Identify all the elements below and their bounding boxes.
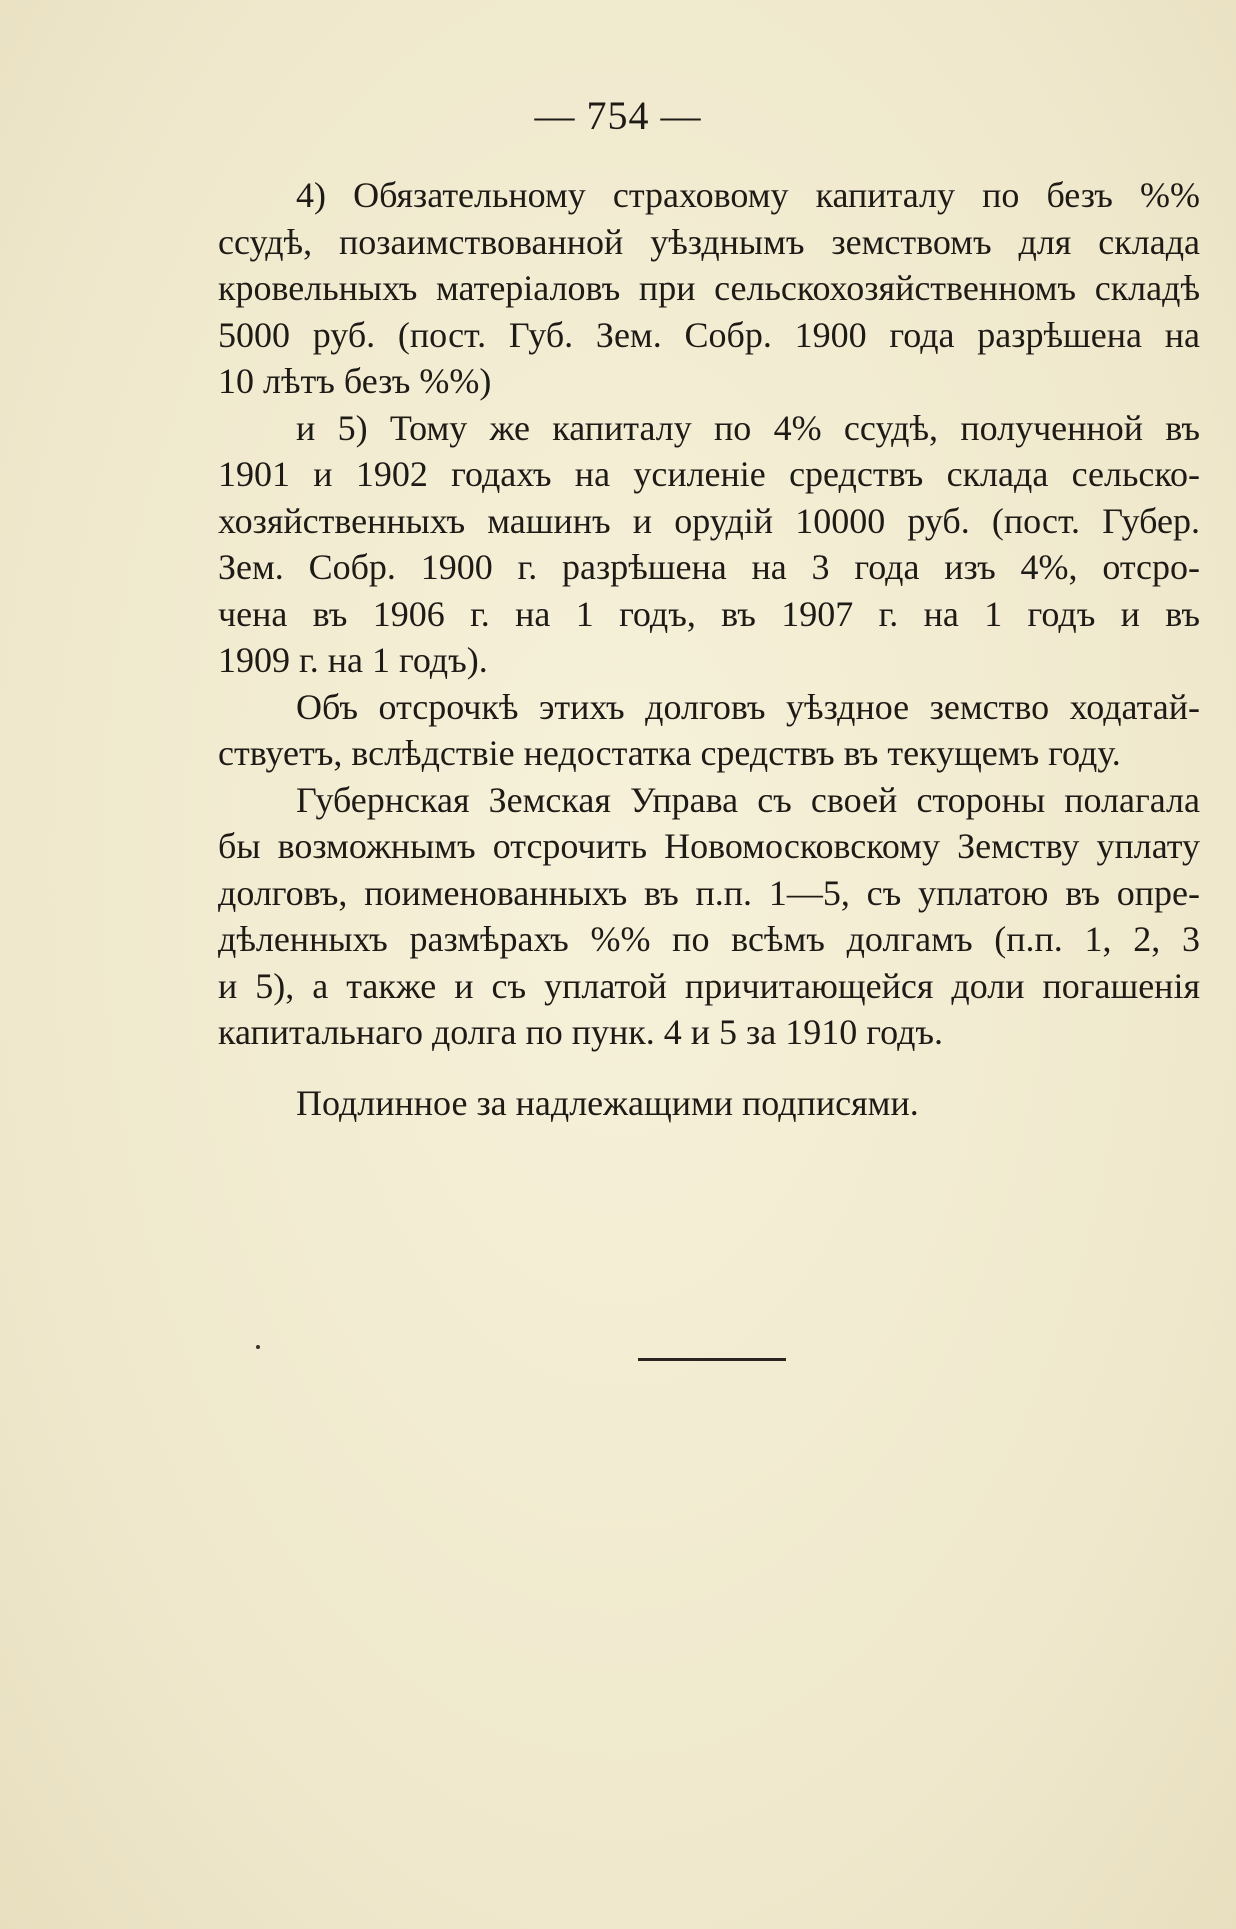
ink-speck <box>256 1345 260 1349</box>
text-line: Губернская Земская Управа съ своей стороны полагала <box>296 779 1200 820</box>
body-text <box>218 172 1200 1056</box>
text-line: 5000 руб. (пост. Губ. Зем. Собр. 1900 года разрѣшена на <box>218 314 1200 355</box>
text-line: 1909 г. на 1 годъ). <box>218 640 488 680</box>
page-number: — 754 — <box>534 93 702 138</box>
text-line: долговъ, поименованныхъ въ п.п. 1—5, съ уплатою въ опре- <box>218 872 1200 913</box>
text-line: и 5), а также и съ уплатой причитающейся доли погашенія <box>218 965 1200 1006</box>
end-rule <box>638 1358 786 1361</box>
closing-note: Подлинное за надлежащими подписями. <box>296 1083 919 1123</box>
text-line: кровельныхъ матеріаловъ при сельскохозяйственномъ складѣ <box>218 268 1200 308</box>
text-line: дѣленныхъ размѣрахъ %% по всѣмъ долгамъ (п.п. 1, 2, 3 <box>218 919 1200 959</box>
text-line: 4) Обязательному страховому капиталу по безъ %% <box>296 175 1200 215</box>
text-line: Объ отсрочкѣ этихъ долговъ уѣздное земство ходатай- <box>296 686 1200 727</box>
text-line: ствуетъ, вслѣдствіе недостатка средствъ въ текущемъ году. <box>218 733 1121 773</box>
paragraph-1 <box>218 172 1200 405</box>
text-line: 10 лѣтъ безъ %%) <box>218 361 492 401</box>
text-line: 1901 и 1902 годахъ на усиленіе средствъ склада сельско- <box>218 454 1200 494</box>
paragraph-3 <box>218 684 1200 777</box>
text-line: Зем. Собр. 1900 г. разрѣшена на 3 года изъ 4%, отсро- <box>218 547 1200 587</box>
text-line: ссудѣ, позаимствованной уѣзднымъ земствомъ для склада <box>218 221 1200 262</box>
text-line: бы возможнымъ отсрочить Новомосковскому Земству уплату <box>218 826 1200 866</box>
text-line: капитальнаго долга по пунк. 4 и 5 за 1910 годъ. <box>218 1012 944 1052</box>
paragraph-2 <box>218 405 1200 684</box>
text-line: и 5) Тому же капиталу по 4% ссудѣ, полученной въ <box>296 407 1200 448</box>
text-line: чена въ 1906 г. на 1 годъ, въ 1907 г. на 1 годъ и въ <box>218 593 1200 634</box>
text-line: хозяйственныхъ машинъ и орудій 10000 руб. (пост. Губер. <box>218 500 1200 541</box>
paragraph-4 <box>218 777 1200 1056</box>
